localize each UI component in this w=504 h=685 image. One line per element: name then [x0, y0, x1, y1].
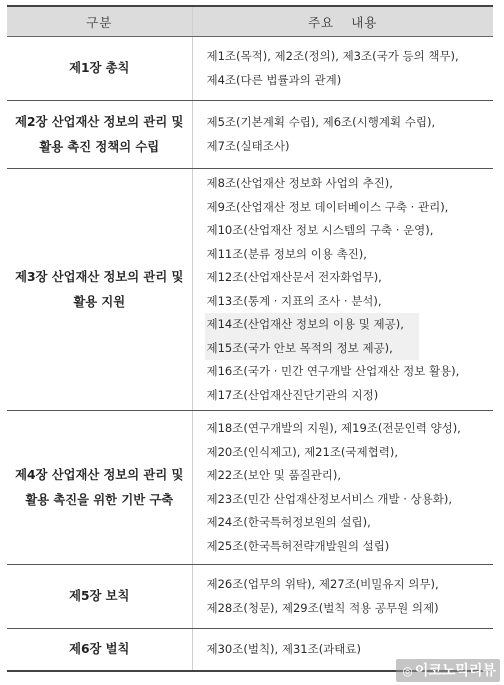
article-line: 제24조(한국특허정보원의 설립), — [206, 515, 371, 529]
articles-cell — [192, 411, 493, 565]
article-line-highlighted: 제14조(산업재산 정보의 이용 및 제공), — [205, 313, 419, 337]
article-line: 제5조(기본계획 수립), 제6조(시행계획 수립), — [206, 115, 436, 129]
article-line: 제1조(목적), 제2조(정의), 제3조(국가 등의 책무), — [206, 49, 459, 63]
chapter-title: 제2장 산업재산 정보의 관리 및 — [15, 114, 184, 129]
header-main-content: 주요 내용 — [192, 6, 493, 37]
article-line: 제4조(다른 법률과의 관계) — [206, 72, 342, 87]
chapter-title: 제5장 보칙 — [69, 589, 130, 603]
article-line: 제17조(산업재산진단기관의 지정) — [206, 387, 379, 402]
chapter-title: 활용 촉진 정책의 수립 — [39, 139, 160, 154]
table-row — [7, 37, 493, 101]
watermark-text: 이코노믹리뷰 — [414, 663, 496, 679]
chapter-cell — [7, 629, 192, 671]
article-line: 제8조(산업재산 정보화 사업의 추진), — [206, 176, 393, 190]
articles-cell — [192, 37, 493, 101]
chapter-title: 활용 촉진을 위한 기반 구축 — [25, 492, 174, 507]
article-line: 제16조(국가 · 민간 연구개발 산업재산 정보 활용), — [206, 364, 460, 378]
chapter-cell — [7, 169, 192, 411]
article-line: 제11조(분류 정보의 이용 촉진), — [206, 246, 367, 261]
chapter-title: 제1장 총칙 — [69, 61, 130, 75]
table-row — [7, 169, 493, 411]
articles-cell — [192, 565, 493, 629]
chapter-title: 제3장 산업재산 정보의 관리 및 — [15, 269, 184, 284]
article-line: 제18조(연구개발의 지원), 제19조(전문인력 양성), — [206, 421, 461, 435]
article-line: 제7조(실태조사) — [206, 138, 290, 153]
chapter-cell — [7, 101, 192, 169]
article-line: 제20조(인식제고), 제21조(국제협력), — [206, 444, 398, 459]
table-row — [7, 101, 493, 169]
article-line: 제13조(통계 · 지표의 조사 · 분석), — [206, 293, 382, 308]
article-line-highlighted: 제15조(국가 안보 목적의 정보 제공), — [205, 337, 419, 361]
table-row — [7, 565, 493, 629]
chapter-title: 제4장 산업재산 정보의 관리 및 — [15, 467, 184, 482]
chapter-title: 제6장 벌칙 — [69, 641, 130, 656]
header-category: 구분 — [7, 6, 192, 37]
watermark-icon: ◎ — [402, 664, 413, 678]
article-line: 제26조(업무의 위탁), 제27조(비밀유지 의무), — [206, 577, 439, 591]
articles-cell — [192, 169, 493, 411]
table-header-row — [7, 6, 493, 37]
table-row — [7, 411, 493, 565]
chapter-cell — [7, 37, 192, 101]
article-line: 제23조(민간 산업재산정보서비스 개발 · 상용화), — [206, 491, 452, 506]
watermark-logo — [396, 659, 500, 682]
chapter-cell — [7, 565, 192, 629]
article-line: 제28조(청문), 제29조(벌칙 적용 공무원 의제) — [206, 600, 439, 615]
article-line: 제9조(산업재산 정보 데이터베이스 구축 · 관리), — [206, 199, 449, 214]
article-line: 제30조(벌칙), 제31조(과태료) — [206, 641, 362, 656]
chapter-title: 활용 지원 — [73, 294, 126, 309]
article-line: 제12조(산업재산문서 전자화업무), — [206, 270, 382, 284]
article-line: 제25조(한국특허전략개발원의 설립) — [206, 538, 390, 553]
law-structure-table — [7, 5, 493, 672]
articles-cell — [192, 101, 493, 169]
chapter-cell — [7, 411, 192, 565]
article-line: 제10조(산업재산 정보 시스템의 구축 · 운영), — [206, 223, 434, 237]
article-line: 제22조(보안 및 품질관리), — [206, 468, 342, 482]
